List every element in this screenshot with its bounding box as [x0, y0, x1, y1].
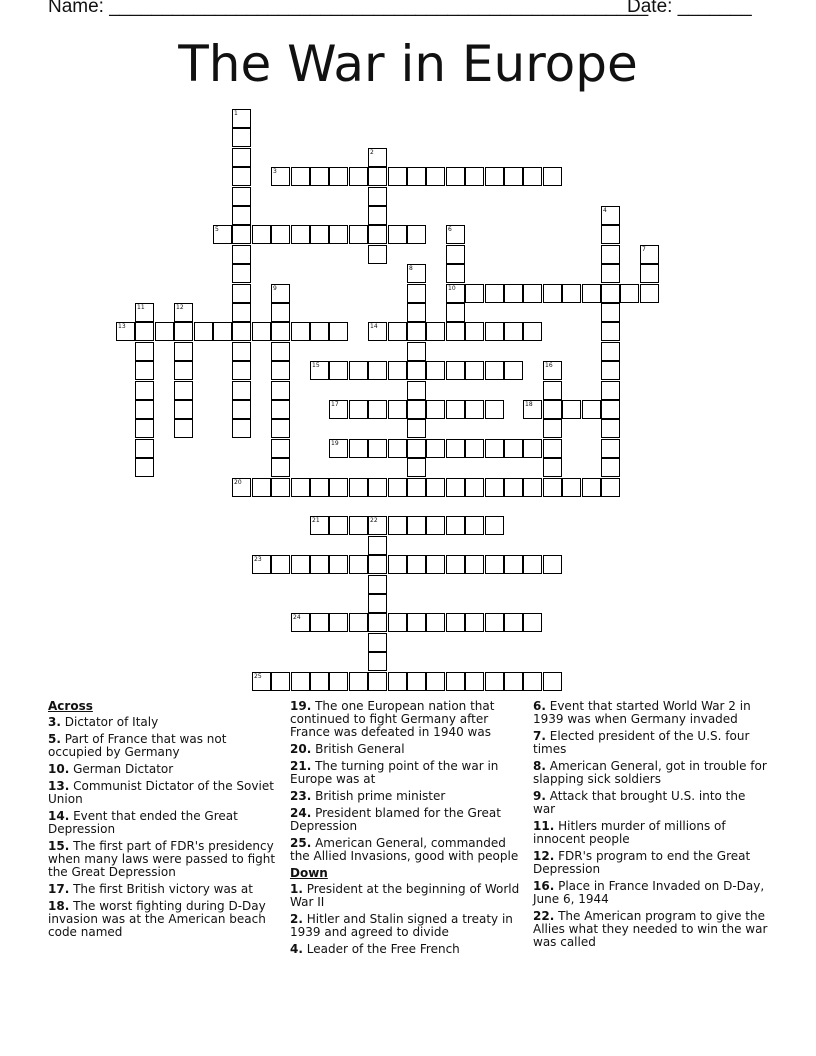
crossword-cell[interactable] [291, 225, 310, 244]
crossword-cell[interactable] [407, 439, 426, 458]
crossword-cell[interactable] [523, 672, 542, 691]
clue-across-15: 15. The first part of FDR's presidency when many laws were passed to fight the Great Depression [48, 839, 276, 879]
crossword-cell[interactable] [135, 419, 154, 438]
cell-number: 10 [448, 285, 456, 292]
crossword-cell[interactable] [601, 400, 620, 419]
crossword-cell[interactable] [582, 400, 601, 419]
crossword-cell[interactable] [601, 245, 620, 264]
crossword-cell[interactable] [582, 478, 601, 497]
crossword-cell[interactable] [368, 225, 387, 244]
crossword-cell[interactable] [232, 128, 251, 147]
crossword-cell[interactable] [232, 225, 251, 244]
crossword-cell[interactable] [620, 284, 639, 303]
crossword-cell[interactable] [368, 187, 387, 206]
cell-number: 4 [603, 207, 607, 214]
crossword-cell[interactable] [601, 478, 620, 497]
down-heading: Down [290, 866, 328, 880]
clue-across-21: 21. The turning point of the war in Europe was at [290, 759, 499, 786]
cell-number: 25 [254, 673, 262, 680]
crossword-cell[interactable] [504, 672, 523, 691]
crossword-cell[interactable] [368, 536, 387, 555]
crossword-cell[interactable] [368, 400, 387, 419]
crossword-cell[interactable] [388, 555, 407, 574]
crossword-cell[interactable] [329, 167, 348, 186]
crossword-cell[interactable] [426, 478, 445, 497]
cell-number: 24 [293, 614, 301, 621]
crossword-cell[interactable] [232, 303, 251, 322]
clue-across-19: 19. The one European nation that continued to fight Germany after France was defeated in 1940 was [290, 699, 495, 739]
crossword-cell[interactable] [465, 613, 484, 632]
crossword-cell[interactable] [543, 478, 562, 497]
crossword-cell[interactable] [446, 555, 465, 574]
cell-number: 21 [312, 517, 320, 524]
crossword-cell[interactable] [446, 303, 465, 322]
crossword-cell[interactable] [426, 672, 445, 691]
crossword-cell[interactable] [349, 439, 368, 458]
crossword-cell[interactable] [504, 555, 523, 574]
clue-across-24: 24. President blamed for the Great Depression [290, 806, 501, 833]
cell-number: 3 [273, 168, 277, 175]
crossword-cell[interactable] [407, 284, 426, 303]
clue-across-20: 20. British General [290, 742, 405, 756]
crossword-cell[interactable] [446, 613, 465, 632]
crossword-cell[interactable] [485, 439, 504, 458]
crossword-cell[interactable] [446, 361, 465, 380]
crossword-cell[interactable] [368, 478, 387, 497]
crossword-cell[interactable] [504, 361, 523, 380]
page-title: The War in Europe [178, 35, 638, 93]
crossword-cell[interactable] [465, 284, 484, 303]
crossword-cell[interactable] [329, 225, 348, 244]
crossword-cell[interactable] [426, 613, 445, 632]
crossword-cell[interactable] [232, 342, 251, 361]
crossword-cell[interactable] [407, 381, 426, 400]
crossword-cell[interactable] [485, 478, 504, 497]
crossword-cell[interactable] [640, 284, 659, 303]
crossword-cell[interactable] [407, 225, 426, 244]
crossword-cell[interactable] [446, 672, 465, 691]
crossword-cell[interactable] [407, 419, 426, 438]
cell-number: 6 [448, 226, 452, 233]
crossword-cell[interactable] [504, 613, 523, 632]
crossword-cell[interactable] [426, 322, 445, 341]
cell-number: 22 [370, 517, 378, 524]
cell-number: 20 [234, 479, 242, 486]
crossword-cell[interactable] [388, 361, 407, 380]
crossword-cell[interactable] [601, 458, 620, 477]
crossword-cell[interactable] [271, 672, 290, 691]
crossword-cell[interactable] [523, 613, 542, 632]
clue-down-9: 9. Attack that brought U.S. into the war [533, 789, 746, 816]
clue-across-17: 17. The first British victory was at [48, 882, 253, 896]
crossword-cell[interactable] [388, 400, 407, 419]
crossword-cell[interactable] [135, 439, 154, 458]
crossword-cell[interactable] [407, 361, 426, 380]
crossword-cell[interactable] [407, 613, 426, 632]
crossword-cell[interactable] [504, 167, 523, 186]
crossword-cell[interactable] [252, 478, 271, 497]
clue-across-3: 3. Dictator of Italy [48, 715, 159, 729]
crossword-cell[interactable] [446, 264, 465, 283]
crossword-cell[interactable] [640, 264, 659, 283]
crossword-cell[interactable] [155, 322, 174, 341]
crossword-cell[interactable] [232, 284, 251, 303]
crossword-cell[interactable] [310, 672, 329, 691]
cell-number: 13 [118, 323, 126, 330]
crossword-cell[interactable] [368, 633, 387, 652]
crossword-cell[interactable] [485, 672, 504, 691]
cell-number: 9 [273, 285, 277, 292]
crossword-cell[interactable] [135, 381, 154, 400]
crossword-cell[interactable] [388, 167, 407, 186]
crossword-cell[interactable] [368, 167, 387, 186]
crossword-cell[interactable] [271, 439, 290, 458]
crossword-cell[interactable] [407, 478, 426, 497]
crossword-cell[interactable] [407, 342, 426, 361]
crossword-cell[interactable] [135, 342, 154, 361]
clue-column-1 [48, 700, 280, 943]
crossword-cell[interactable] [504, 478, 523, 497]
crossword-cell[interactable] [426, 400, 445, 419]
crossword-cell[interactable] [368, 575, 387, 594]
crossword-cell[interactable] [174, 419, 193, 438]
cell-number: 5 [215, 226, 219, 233]
crossword-cell[interactable] [232, 264, 251, 283]
clue-down-22: 22. The American program to give the Allies what they needed to win the war was called [533, 909, 768, 949]
crossword-cell[interactable] [523, 555, 542, 574]
crossword-cell[interactable] [135, 361, 154, 380]
crossword-cell[interactable] [465, 555, 484, 574]
crossword-cell[interactable] [329, 322, 348, 341]
cell-number: 2 [370, 149, 374, 156]
crossword-cell[interactable] [174, 342, 193, 361]
crossword-cell[interactable] [271, 381, 290, 400]
crossword-cell[interactable] [543, 555, 562, 574]
crossword-cell[interactable] [543, 381, 562, 400]
crossword-cell[interactable] [485, 400, 504, 419]
crossword-cell[interactable] [504, 439, 523, 458]
crossword-cell[interactable] [232, 167, 251, 186]
crossword-cell[interactable] [232, 245, 251, 264]
crossword-cell[interactable] [562, 400, 581, 419]
clue-across-14: 14. Event that ended the Great Depression [48, 809, 238, 836]
crossword-cell[interactable] [485, 284, 504, 303]
crossword-cell[interactable] [271, 361, 290, 380]
cell-number: 23 [254, 556, 262, 563]
crossword-cell[interactable] [426, 516, 445, 535]
crossword-cell[interactable] [465, 516, 484, 535]
clue-across-5: 5. Part of France that was not occupied by Germany [48, 732, 227, 759]
clue-down-11: 11. Hitlers murder of millions of innocent people [533, 819, 726, 846]
clue-column-2 [290, 700, 522, 960]
crossword-cell[interactable] [485, 613, 504, 632]
crossword-cell[interactable] [601, 419, 620, 438]
crossword-cell[interactable] [368, 594, 387, 613]
crossword-cell[interactable] [485, 361, 504, 380]
cell-number: 1 [234, 110, 238, 117]
cell-number: 18 [525, 401, 533, 408]
clue-column-3 [533, 700, 769, 953]
crossword-cell[interactable] [543, 439, 562, 458]
crossword-cell[interactable] [329, 672, 348, 691]
crossword-cell[interactable] [368, 652, 387, 671]
crossword-cell[interactable] [329, 613, 348, 632]
crossword-cell[interactable] [426, 167, 445, 186]
crossword-cell[interactable] [446, 245, 465, 264]
crossword-cell[interactable] [407, 458, 426, 477]
crossword-cell[interactable] [174, 400, 193, 419]
crossword-cell[interactable] [446, 322, 465, 341]
clue-across-10: 10. German Dictator [48, 762, 174, 776]
crossword-cell[interactable] [407, 400, 426, 419]
crossword-cell[interactable] [446, 478, 465, 497]
crossword-cell[interactable] [543, 400, 562, 419]
crossword-cell[interactable] [135, 458, 154, 477]
crossword-cell[interactable] [504, 284, 523, 303]
crossword-cell[interactable] [407, 167, 426, 186]
crossword-cell[interactable] [291, 555, 310, 574]
crossword-cell[interactable] [349, 613, 368, 632]
clue-across-25: 25. American General, commanded the Allied Invasions, good with people [290, 836, 519, 863]
crossword-cell[interactable] [523, 439, 542, 458]
crossword-cell[interactable] [485, 516, 504, 535]
crossword-cell[interactable] [291, 167, 310, 186]
clue-across-13: 13. Communist Dictator of the Soviet Union [48, 779, 274, 806]
crossword-cell[interactable] [349, 672, 368, 691]
crossword-cell[interactable] [310, 555, 329, 574]
crossword-cell[interactable] [232, 322, 251, 341]
crossword-cell[interactable] [388, 225, 407, 244]
crossword-cell[interactable] [349, 167, 368, 186]
crossword-cell[interactable] [329, 361, 348, 380]
crossword-cell[interactable] [465, 672, 484, 691]
crossword-cell[interactable] [465, 400, 484, 419]
clue-down-4: 4. Leader of the Free French [290, 942, 460, 956]
clue-across-18: 18. The worst fighting during D-Day invasion was at the American beach code named [48, 899, 266, 939]
crossword-cell[interactable] [543, 458, 562, 477]
crossword-cell[interactable] [388, 613, 407, 632]
crossword-cell[interactable] [485, 167, 504, 186]
crossword-cell[interactable] [504, 322, 523, 341]
crossword-cell[interactable] [523, 322, 542, 341]
cell-number: 8 [409, 265, 413, 272]
crossword-cell[interactable] [407, 516, 426, 535]
crossword-cell[interactable] [271, 322, 290, 341]
clue-down-6: 6. Event that started World War 2 in 1939 was when Germany invaded [533, 699, 751, 726]
crossword-cell[interactable] [271, 303, 290, 322]
crossword-cell[interactable] [426, 555, 445, 574]
crossword-cell[interactable] [252, 225, 271, 244]
crossword-cell[interactable] [349, 478, 368, 497]
crossword-cell[interactable] [407, 303, 426, 322]
crossword-cell[interactable] [601, 361, 620, 380]
crossword-cell[interactable] [601, 342, 620, 361]
crossword-cell[interactable] [291, 478, 310, 497]
crossword-cell[interactable] [601, 284, 620, 303]
crossword-cell[interactable] [135, 322, 154, 341]
crossword-cell[interactable] [368, 245, 387, 264]
crossword-cell[interactable] [485, 555, 504, 574]
cell-number: 14 [370, 323, 378, 330]
crossword-cell[interactable] [174, 381, 193, 400]
crossword-cell[interactable] [232, 419, 251, 438]
crossword-cell[interactable] [349, 516, 368, 535]
crossword-cell[interactable] [601, 322, 620, 341]
crossword-cell[interactable] [232, 361, 251, 380]
crossword-cell[interactable] [232, 148, 251, 167]
crossword-cell[interactable] [329, 555, 348, 574]
crossword-cell[interactable] [368, 439, 387, 458]
crossword-cell[interactable] [601, 225, 620, 244]
cell-number: 15 [312, 362, 320, 369]
clue-down-16: 16. Place in France Invaded on D-Day, June 6, 1944 [533, 879, 765, 906]
crossword-cell[interactable] [562, 284, 581, 303]
crossword-cell[interactable] [310, 225, 329, 244]
crossword-cell[interactable] [349, 400, 368, 419]
cell-number: 19 [331, 440, 339, 447]
crossword-cell[interactable] [407, 555, 426, 574]
crossword-cell[interactable] [426, 439, 445, 458]
cell-number: 7 [642, 246, 646, 253]
crossword-cell[interactable] [388, 672, 407, 691]
crossword-cell[interactable] [329, 478, 348, 497]
crossword-cell[interactable] [232, 381, 251, 400]
crossword-cell[interactable] [310, 478, 329, 497]
crossword-cell[interactable] [271, 400, 290, 419]
crossword-cell[interactable] [446, 516, 465, 535]
crossword-cell[interactable] [232, 400, 251, 419]
crossword-cell[interactable] [232, 187, 251, 206]
crossword-cell[interactable] [465, 167, 484, 186]
crossword-cell[interactable] [232, 206, 251, 225]
crossword-cell[interactable] [601, 381, 620, 400]
cell-number: 11 [137, 304, 145, 311]
crossword-cell[interactable] [368, 206, 387, 225]
crossword-cell[interactable] [271, 555, 290, 574]
crossword-cell[interactable] [543, 672, 562, 691]
crossword-cell[interactable] [271, 342, 290, 361]
crossword-cell[interactable] [465, 439, 484, 458]
crossword-cell[interactable] [388, 478, 407, 497]
crossword-cell[interactable] [349, 361, 368, 380]
clue-down-2: 2. Hitler and Stalin signed a treaty in 1939 and agreed to divide [290, 912, 513, 939]
clue-down-8: 8. American General, got in trouble for slapping sick soldiers [533, 759, 767, 786]
crossword-cell[interactable] [543, 419, 562, 438]
crossword-cell[interactable] [271, 225, 290, 244]
crossword-cell[interactable] [543, 167, 562, 186]
crossword-cell[interactable] [135, 400, 154, 419]
crossword-cell[interactable] [368, 555, 387, 574]
crossword-cell[interactable] [310, 613, 329, 632]
cell-number: 12 [176, 304, 184, 311]
crossword-cell[interactable] [271, 458, 290, 477]
crossword-cell[interactable] [310, 167, 329, 186]
crossword-cell[interactable] [407, 322, 426, 341]
clue-down-1: 1. President at the beginning of World War II [290, 882, 520, 909]
crossword-cell[interactable] [271, 478, 290, 497]
clue-across-23: 23. British prime minister [290, 789, 446, 803]
crossword-cell[interactable] [407, 672, 426, 691]
crossword-cell[interactable] [388, 439, 407, 458]
crossword-cell[interactable] [446, 400, 465, 419]
crossword-cell[interactable] [465, 322, 484, 341]
name-field[interactable]: Name: ___________________________________________________ [48, 0, 649, 17]
crossword-cell[interactable] [194, 322, 213, 341]
crossword-cell[interactable] [271, 419, 290, 438]
crossword-cell[interactable] [426, 361, 445, 380]
crossword-cell[interactable] [446, 167, 465, 186]
crossword-cell[interactable] [465, 478, 484, 497]
crossword-cell[interactable] [310, 322, 329, 341]
crossword-cell[interactable] [368, 613, 387, 632]
crossword-cell[interactable] [388, 322, 407, 341]
crossword-cell[interactable] [601, 303, 620, 322]
crossword-cell[interactable] [252, 322, 271, 341]
cell-number: 17 [331, 401, 339, 408]
date-field[interactable]: Date: _______ [627, 0, 752, 17]
crossword-cell[interactable] [213, 322, 232, 341]
clue-down-7: 7. Elected president of the U.S. four times [533, 729, 750, 756]
clue-down-12: 12. FDR's program to end the Great Depression [533, 849, 751, 876]
crossword-cell[interactable] [368, 672, 387, 691]
crossword-cell[interactable] [368, 361, 387, 380]
crossword-cell[interactable] [446, 439, 465, 458]
crossword-cell[interactable] [388, 516, 407, 535]
crossword-cell[interactable] [291, 672, 310, 691]
crossword-cell[interactable] [543, 284, 562, 303]
crossword-cell[interactable] [582, 284, 601, 303]
crossword-cell[interactable] [174, 361, 193, 380]
crossword-cell[interactable] [174, 322, 193, 341]
crossword-cell[interactable] [465, 361, 484, 380]
crossword-cell[interactable] [523, 478, 542, 497]
crossword-cell[interactable] [523, 284, 542, 303]
cell-number: 16 [545, 362, 553, 369]
crossword-cell[interactable] [523, 167, 542, 186]
crossword-cell[interactable] [291, 322, 310, 341]
crossword-cell[interactable] [485, 322, 504, 341]
crossword-cell[interactable] [601, 264, 620, 283]
crossword-cell[interactable] [349, 555, 368, 574]
across-heading: Across [48, 699, 93, 713]
crossword-cell[interactable] [329, 516, 348, 535]
crossword-cell[interactable] [349, 225, 368, 244]
crossword-cell[interactable] [601, 439, 620, 458]
crossword-cell[interactable] [562, 478, 581, 497]
